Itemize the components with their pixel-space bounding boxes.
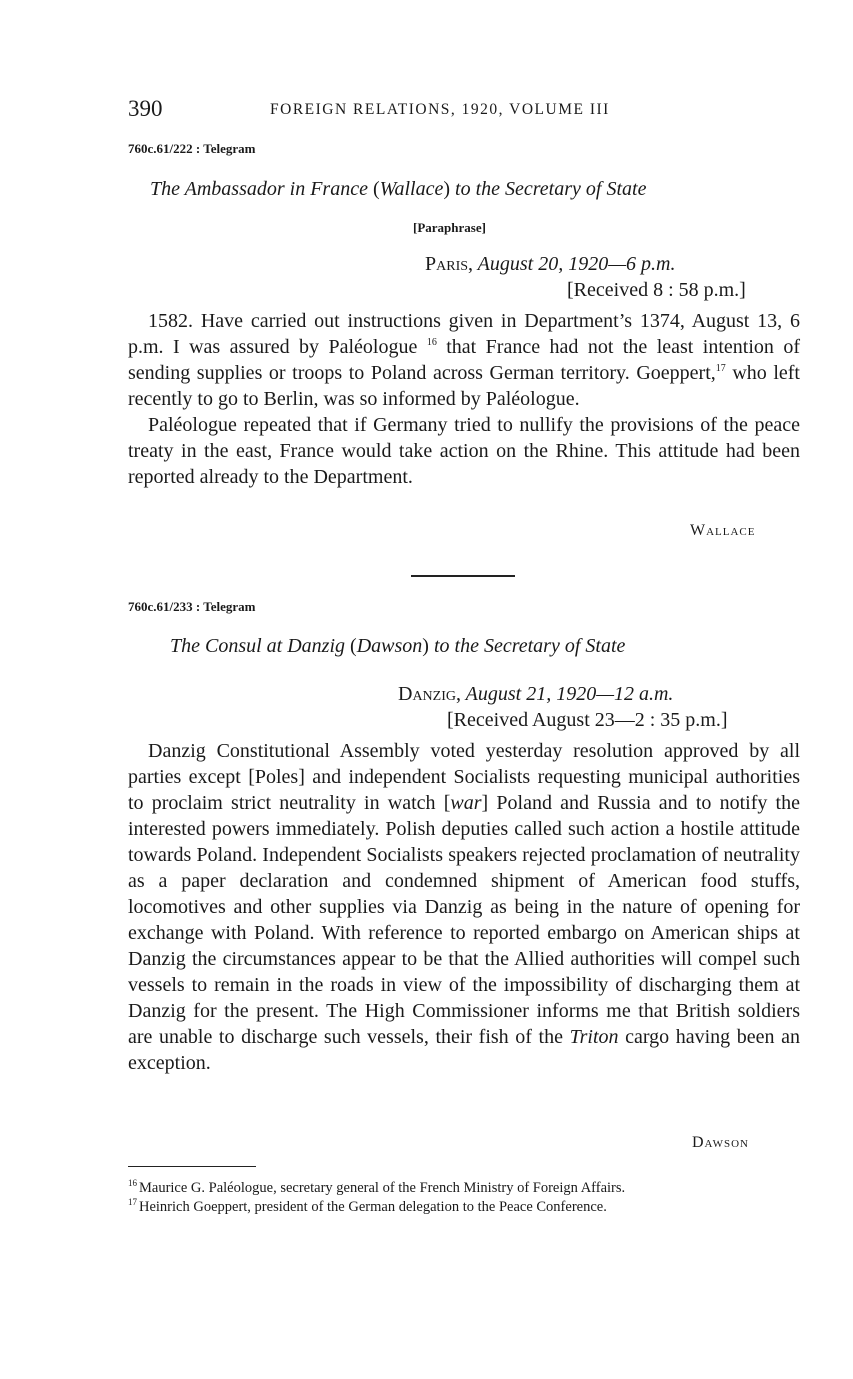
footnote-ref: 17 (715, 363, 726, 374)
paraphrase-note: [Paraphrase] (413, 220, 486, 235)
title-text: to the Secretary of State (450, 178, 647, 200)
footnote-ref: 16 (426, 337, 437, 348)
footnote-text: Heinrich Goeppert, president of the German delegation to the Peace Conference. (139, 1199, 607, 1215)
title-paren-close: ) (422, 635, 429, 657)
page-number: 390 (128, 96, 163, 121)
dateline (425, 253, 675, 276)
file-reference: 760c.61/222 : Telegram (128, 141, 256, 156)
body-text-run: who left recently to go to Berlin, was so informed by Paléologue. (128, 362, 800, 410)
received-line: [Received August 23—2 : 35 p.m.] (447, 709, 728, 731)
title-paren-open: ( (350, 635, 357, 657)
dateline-date: August 20, 1920—6 p.m. (473, 253, 676, 275)
footnote-rule (128, 1166, 256, 1167)
file-reference: 760c.61/233 : Telegram (128, 599, 256, 614)
footnotes (128, 1180, 800, 1218)
body-paragraph (128, 308, 800, 412)
footnote-text: Maurice G. Paléologue, secretary general of the French Ministry of Foreign Affairs. (139, 1180, 626, 1196)
section-divider (411, 575, 515, 577)
title-text: to the Secretary of State (428, 635, 626, 657)
dateline (398, 683, 673, 706)
footnote (128, 1199, 800, 1216)
body-text-run: ] Poland and Russia and to notify the interested powers immediately. Polish deputies called such action a hostile attitude towards Poland. Independent Socialists speakers rejected proclamation of neutrality as a paper declaration and condemned shipment of American food stuffs, locomotives and other supplies via Danzig as being in the nature of opening for exchange with Poland. With reference to reported embargo on American ships at Danzig the circumstances appear to be that the Allied authorities will compel such vessels to remain in the roads in view of the impossibility of discharging them at Danzig for the present. The High Commissioner informs me that British soldiers are unable to discharge such vessels, their fish of the (128, 792, 800, 1048)
dateline-place: Paris, (425, 253, 474, 275)
dateline-date: August 21, 1920—12 a.m. (461, 683, 674, 705)
title-text: The Ambassador in France (150, 178, 373, 200)
received-line: [Received 8 : 58 p.m.] (567, 279, 746, 301)
ship-name: Triton (569, 1026, 619, 1048)
title-paren-close: ) (443, 178, 451, 200)
signature: Wallace (690, 522, 756, 539)
body-text-italic: war (450, 792, 482, 814)
body-text-run: Danzig Constitutional Assembly voted yesterday resolution approved by all parties except [Poles] and independent Socialists requesting municipal authorities to proclaim strict neutrality in watch [ (128, 740, 800, 814)
footnote-mark: 16 (128, 1178, 137, 1188)
running-head (128, 96, 800, 124)
telegram-body (128, 308, 800, 490)
footnote (128, 1180, 800, 1197)
title-name: Wallace (379, 178, 444, 200)
footnote-mark: 17 (128, 1197, 137, 1207)
signature: Dawson (692, 1134, 750, 1151)
body-text-run: cargo having been an exception. (128, 1026, 800, 1074)
document-title (150, 178, 646, 201)
body-text-run: that France had not the least intention of sending supplies or troops to Poland across German territory. Goeppert, (128, 336, 801, 384)
body-text-run: 1582. Have carried out instructions given in Department’s 1374, August 13, 6 p.m. I was assured by Paléologue (128, 310, 800, 358)
body-paragraph (128, 738, 800, 1076)
title-paren-open: ( (372, 178, 380, 200)
running-title: FOREIGN RELATIONS, 1920, VOLUME III (270, 101, 610, 118)
telegram-body (128, 738, 800, 1076)
body-paragraph: Paléologue repeated that if Germany tried to nullify the provisions of the peace treaty in the east, France would take action on the Rhine. This attitude had been reported already to the Department. (128, 414, 800, 488)
title-text: The Consul at Danzig (170, 635, 351, 657)
dateline-place: Danzig, (398, 683, 461, 705)
title-name: Dawson (356, 635, 423, 657)
document-title (170, 635, 625, 658)
